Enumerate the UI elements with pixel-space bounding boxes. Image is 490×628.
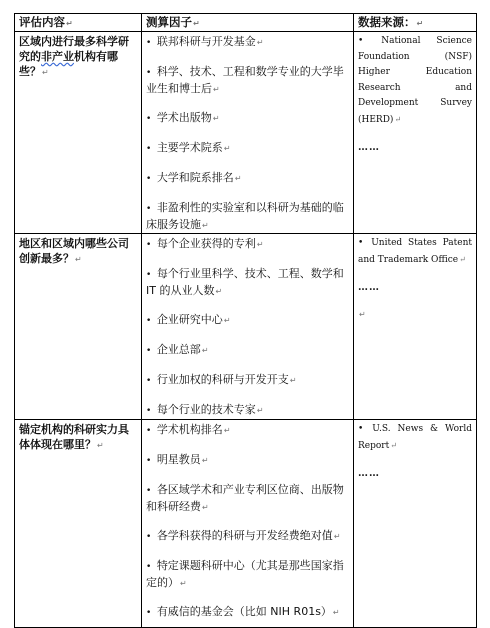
list-item: • 主要学术院系↵ bbox=[146, 141, 231, 154]
header-factors: 测算因子↵ bbox=[142, 14, 354, 32]
list-item: • 各区域学术和产业专利区位商、出版物和科研经费↵ bbox=[146, 483, 344, 513]
header-evaluation: 评估内容↵ bbox=[15, 14, 142, 32]
question-cell: 区域内进行最多科学研究的非产业机构有哪些？↵ bbox=[15, 32, 142, 234]
list-item: • 联邦科研与开发基金↵ bbox=[146, 35, 264, 48]
evaluation-table bbox=[14, 13, 477, 628]
ellipsis: …… bbox=[358, 282, 380, 293]
factors-cell bbox=[142, 32, 354, 234]
question-cell: 锚定机构的科研实力具体体现在哪里？↵ bbox=[15, 420, 142, 628]
list-item: • 行业加权的科研与开发开支↵ bbox=[146, 373, 297, 386]
list-item: • 学术机构排名↵ bbox=[146, 423, 231, 436]
source-text: • National Science Foundation (NSF) Higher Education Research and Development Survey (HERD)↵ bbox=[358, 36, 472, 125]
table-row bbox=[15, 32, 477, 234]
ellipsis: …… bbox=[358, 142, 380, 153]
source-cell: • United States Patent and Trademark Office↵ …… ↵ bbox=[354, 234, 477, 420]
list-item: • 企业总部↵ bbox=[146, 343, 209, 356]
source-text: • United States Patent and Trademark Office↵ bbox=[358, 238, 472, 265]
factors-cell bbox=[142, 234, 354, 420]
list-item: • 特定课题科研中心（尤其是那些国家指定的）↵ bbox=[146, 559, 344, 589]
header-row bbox=[15, 14, 477, 32]
list-item: • 每个行业里科学、技术、工程、数学和 IT 的从业人数↵ bbox=[146, 267, 344, 297]
list-item: • 科学、技术、工程和数学专业的大学毕业生和博士后↵ bbox=[146, 65, 344, 95]
list-item: • 非盈利性的实验室和以科研为基础的临床服务设施↵ bbox=[146, 201, 344, 231]
list-item: • 每个企业获得的专利↵ bbox=[146, 237, 264, 250]
question-text: 区域内进行最多科学研究的非产业机构有哪些？ bbox=[19, 35, 129, 78]
list-item: • 每个行业的技术专家↵ bbox=[146, 403, 264, 416]
ellipsis: …… bbox=[358, 468, 380, 479]
list-item: • 学术出版物↵ bbox=[146, 111, 220, 124]
header-sources: 数据来源：↵ bbox=[354, 14, 477, 32]
table-row bbox=[15, 234, 477, 420]
list-item: • 各学科获得的科研与开发经费绝对值↵ bbox=[146, 529, 341, 542]
list-item: • 大学和院系排名↵ bbox=[146, 171, 242, 184]
factors-cell bbox=[142, 420, 354, 628]
list-item: • 明星教员↵ bbox=[146, 453, 209, 466]
source-cell bbox=[354, 420, 477, 628]
source-cell bbox=[354, 32, 477, 234]
question-text: 锚定机构的科研实力具体体现在哪里？ bbox=[19, 423, 129, 451]
table-row bbox=[15, 420, 477, 628]
question-cell: 地区和区域内哪些公司创新最多？↵ bbox=[15, 234, 142, 420]
source-text: • U.S. News & World Report↵ bbox=[358, 424, 472, 451]
list-item: • 有威信的基金会（比如 NIH R01s）↵ bbox=[146, 605, 340, 618]
question-text: 地区和区域内哪些公司创新最多？ bbox=[19, 237, 129, 265]
list-item: • 企业研究中心↵ bbox=[146, 313, 231, 326]
